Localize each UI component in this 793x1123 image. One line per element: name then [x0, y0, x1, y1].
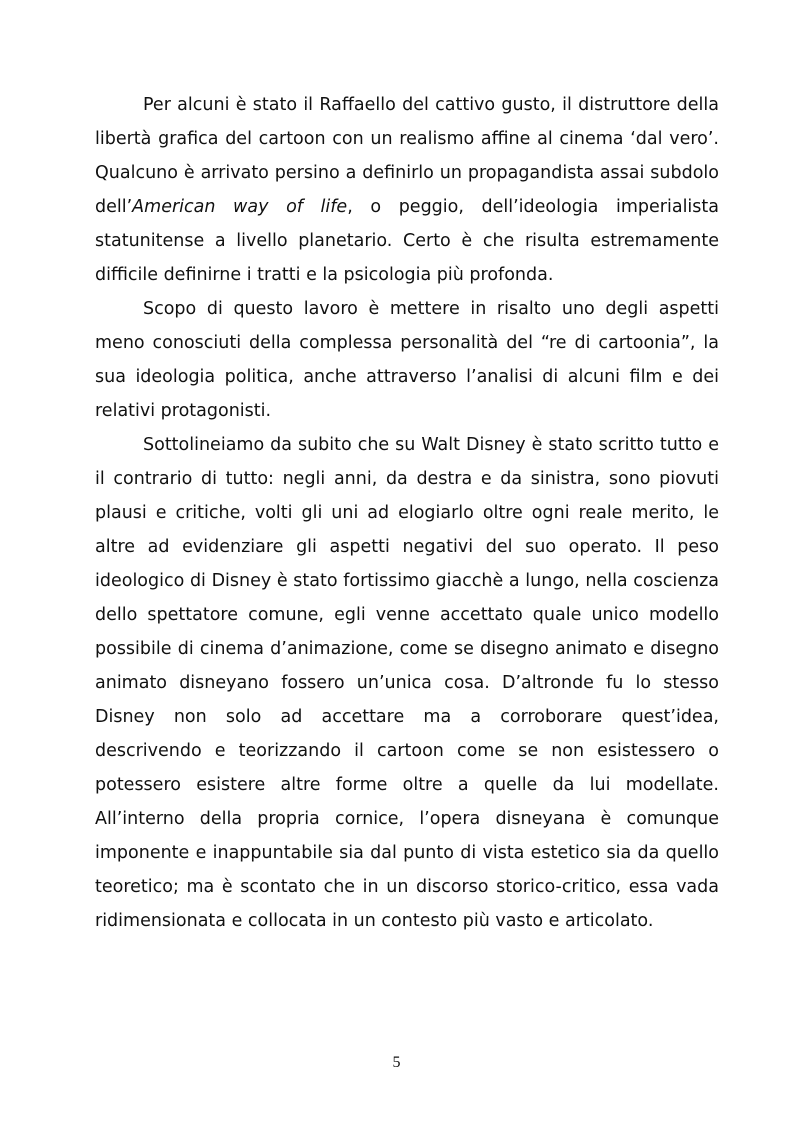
paragraph-3: Sottolineiamo da subito che su Walt Disney è stato scritto tutto e il contrario di tutto: negli anni, da destra e da sinistra, sono piovuti plausi e critiche, volti gli uni ad elogiarlo oltre ogni reale merito, le altre ad evidenziare gli aspetti negativi del suo operato. Il peso ideologico di Disney è stato fortissimo giacchè a lungo, nella coscienza dello spettatore comune, egli venne accettato quale unico modello possibile di cinema d’animazione, come se disegno animato e disegno animato disneyano fossero un’unica cosa. D’altronde fu lo stesso Disney non solo ad accettare ma a corroborare quest’idea, descrivendo e teorizzando il cartoon come se non esistessero o potessero esistere altre forme oltre a quelle da lui modellate. All’interno della propria cornice, l’opera disneyana è comunque imponente e inappuntabile sia dal punto di vista estetico sia da quello teoretico; ma è scontato che in un discorso storico-critico, essa vada ridimensionata e collocata in un contesto più vasto e articolato.: [95, 435, 719, 931]
page-number: 5: [392, 1054, 401, 1071]
paragraph-1-text-start: Per alcuni è stato il Raffaello del cattivo gusto, il distruttore della libertà grafica del cartoon con un realismo affine al cinema ‘dal vero’. Qualcuno è arrivato persino a definirlo un propagandista assai subdolo dell’: [95, 95, 719, 217]
paragraph-1-text-end: , o peggio, dell’ideologia imperialista statunitense a livello planetario. Certo è che risulta estremamente difficile definirne i tratti e la psicologia più profonda.: [95, 197, 719, 285]
italic-phrase: American way of life: [132, 197, 348, 217]
paragraph-2: Scopo di questo lavoro è mettere in risalto uno degli aspetti meno conosciuti della complessa personalità del “re di cartoonia”, la sua ideologia politica, anche attraverso l’analisi di alcuni film e dei relativi protagonisti.: [95, 299, 719, 421]
paragraph-1: [95, 88, 719, 292]
body-text: [95, 88, 719, 938]
